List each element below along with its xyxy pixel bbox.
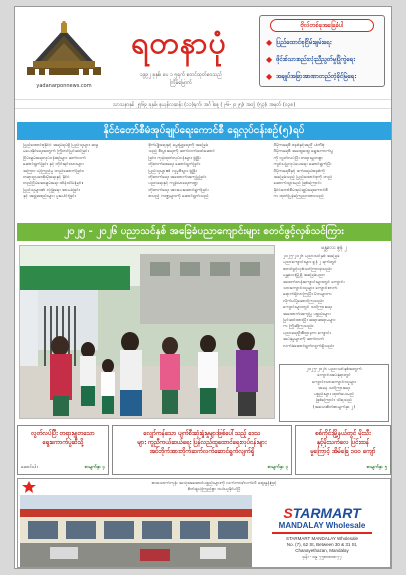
text-line: သည့် စီးပွားရေးကို ဆက်လက်ဖော်ဆောင် — [148, 149, 215, 155]
teaser-title — [299, 429, 387, 456]
text-line: အခမဲ့ သင်ကြားရေး — [318, 385, 350, 391]
newspaper-page — [14, 6, 392, 569]
text-line: အင်တိုက်အားတိုက်ဆက်လက်ဆောင်ရွက်လျက်ရှိ — [149, 448, 255, 455]
text-line: ကျောင်းများတွင် သင်ကြားရေး — [283, 305, 332, 311]
ad-tagline — [42, 481, 386, 493]
teaser-meta — [21, 465, 105, 471]
text-line: ပညာရေးဦးစီးဌာနက ကျောင်း — [283, 330, 331, 336]
text-line: စိုက်ပျိုးရေးနှင့် မွေးမြူရေးကို အခြေခံ — [148, 143, 209, 148]
text-line: ကျင်းပပြုလုပ်ပေးရေး ဆောင်ရွက်ပြီး — [273, 162, 332, 168]
text-line: ကို လွတ်လပ်ပြီး တရားမျှတစွာ — [273, 155, 323, 161]
teaser-title — [21, 429, 105, 447]
text-line: တရားဥပဒေစိုးမိုးရေးနှင့် နိုင်ငံ — [23, 175, 70, 181]
objective-item — [260, 51, 384, 68]
text-line: တိုးတက်စေရေး ဆောင်ရွက်ခြင်း — [148, 162, 201, 168]
text-line: စတင်ဖွင့်လှစ်သင်ကြားခဲ့သည်။ — [283, 266, 332, 272]
ad-header — [18, 479, 390, 495]
starmart-advertisement[interactable] — [17, 478, 391, 568]
teaser-title — [116, 429, 288, 456]
lead-column-1 — [19, 143, 138, 215]
teaser-row — [17, 425, 391, 475]
text-line: နှင့်မိုးသက်လေ ပြင်းထန် — [316, 439, 370, 446]
teaser-box[interactable] — [295, 425, 391, 475]
text-line: မန္တလေးမြို့ရှိ အခြေခံပညာ — [283, 273, 325, 279]
text-line: ကျောင်းသားကျောင်းသူများ — [311, 379, 357, 385]
text-line: No. (7), 62 St, Between 30 & 31 St, — [286, 542, 358, 547]
education-story-text — [279, 245, 389, 419]
text-line: ပြည်ထောင်စုနိုင်ငံ အရပ်ရပ်ရှိ ပြည်သူများ ဆန္ဒ — [23, 143, 98, 148]
text-line: မှုကြောင့် အိမ်ခြေ ၁၀၀ ကျော် — [310, 448, 376, 455]
brand-rest: TARMART — [292, 505, 361, 521]
objective-text: အချုပ်အခြာအာဏာတည်တံ့ခိုင်မြဲရေး — [276, 73, 356, 80]
text-line: လွတ်လပ်ပြီး တရားမျှတသော — [31, 430, 95, 437]
teaser-box[interactable] — [17, 425, 109, 475]
text-line: ကျောင်းအပ်နှံရာတွင် — [317, 373, 351, 379]
teaser-page: စာမျက်နှာ ၅ — [366, 465, 387, 470]
diamond-bullet-icon: ◆ — [266, 38, 273, 47]
text-line: ဖုန်း - ၀၉ ၇၅၈၈၈၈၈၇၇ — [302, 554, 342, 559]
text-line: ၂၀၂၅-၂၀၂၆ ပညာသင်နှစ်အတွက် — [306, 367, 362, 372]
ad-brand-panel — [254, 495, 390, 567]
brand-logo — [254, 505, 390, 521]
text-line: လက်ခံဆောင်ရွက်လျက်ရှိသည်။ — [283, 343, 335, 349]
objective-text: ဖိုင်းစ်သားစည်းလုံးညီညွတ်မှုပြိုကွဲရေး — [276, 56, 355, 63]
objective-text: ပြည်ထောင်စုငြိမ်းချမ်းရေး — [276, 39, 332, 46]
text-line: ပြင်ဆင်ထားပြီး ဆရာဆရာမများ — [283, 318, 336, 324]
text-line: STARMART MANDALAY Wholesale — [285, 536, 359, 541]
text-line: စိတ်ချယုံကြည်စွာ ဝယ်ယူနိုင်ပါပြီ — [187, 487, 241, 492]
text-line: ခြင်း၊ ကုန်ထုတ်လုပ်ငန်းများ ဖွံ့ဖြိုး — [148, 155, 201, 161]
lead-headline[interactable]: နိုင်ငံတော်စီမံအုပ်ချုပ်ရေးကောင်စီ ရှေ့လုပ်ငန်းစဉ်(၅)ရပ် — [17, 122, 391, 140]
text-line: က ကြိုဆိုကြသည်။ — [283, 324, 314, 330]
text-line: (အသေးစိတ်စာမျက်နှာ ၂) — [312, 404, 356, 410]
brand-initial: S — [283, 505, 293, 521]
newspaper-title: ရတနာပုံ — [131, 26, 227, 61]
objective-item — [260, 68, 384, 85]
text-line: ပညာကျောင်းများ ဇွန် ၂ ရက်တွင် — [283, 260, 337, 266]
objective-item — [260, 34, 384, 51]
teaser-box[interactable] — [112, 425, 292, 475]
text-line: နှင့် အဖွဲ့အစည်းများ ပူးပေါင်းခြင်း — [23, 194, 76, 200]
school-opening-photo — [19, 245, 275, 419]
store-photo — [20, 495, 252, 567]
brand-divider — [272, 532, 372, 534]
teaser-meta — [116, 465, 288, 471]
education-headline[interactable]: ၂၀၂၅ - ၂၀၂၆ ပညာသင်နှစ် အခြေခံပညာကျောင်းများ စတင်ဖွင့်လှစ်သင်ကြား — [17, 223, 391, 241]
text-line: တိုးတက်ရေး အားပေးဆောင်ရွက်ခြင်း — [148, 187, 209, 193]
text-line: တည်ငြိမ်အေးချမ်းရေး ထိန်းသိမ်းခြင်း၊ — [23, 181, 84, 187]
text-line: တိုးတက်ရေး အထောက်အကူပြုခြင်း — [148, 175, 207, 181]
text-line: ပစ္စည်းများ ထုတ်ပေးမည် — [313, 392, 355, 398]
text-line: စားသောက်ကုန်၊ အသုံးအဆောင်ပစ္စည်းများကို လက်ကား/လက်လီ ဈေးနှုန်းဖြင့် — [151, 481, 277, 486]
text-line: ပြည်သူများ၏ လုံခြုံရေး အာမခံခြင်း — [23, 187, 80, 193]
teaser-author: ဆောင်းပါး — [21, 465, 38, 470]
byline: မန္တလေး ဇွန် ၂ — [321, 245, 347, 251]
dateline: သာသနာနှစ် ၂၅၆၉ ခုနှစ်၊ နယုန်လဆန်း (၁၁)ရက်၊ အင်္ဂါနေ့ (၂-၆-၂၀၂၅)၊ အတွဲ (၅၃)၊ အမှတ် (၀၃၈) — [15, 99, 392, 109]
text-line: က ထုတ်ပြန်ကြေညာထားသည် — [273, 194, 324, 200]
website-url[interactable]: yadanarponnews.com — [36, 83, 92, 89]
text-line: ဒီမိုကရေစီ စနစ်နှင့်အညီ ပါတီစုံ — [273, 143, 325, 148]
national-objectives-box — [259, 15, 385, 87]
text-line: များ ကူညီကယ်ဆယ်ရေး ပြန်လည်ထူထောင်ရေးလုပ်ငန်းများ — [137, 439, 267, 446]
text-line: ဆောင်ရွက်ခြင်း နှင့် တိုင်းရင်းသားများ — [23, 162, 84, 168]
text-line: အကြား ယုံကြည်မှု တည်ဆောက်ခြင်း၊ — [23, 168, 84, 174]
article-body — [279, 254, 389, 362]
text-line: လျှော်ကန်သော ပျက်စီးဆုံးရှုံးမှုများဖြစ်ပေါ်သည့် ဒေသ — [143, 430, 261, 437]
store-address — [254, 536, 390, 560]
text-line: နိုင်ငံတော်စီမံအုပ်ချုပ်ရေးကောင်စီ — [273, 187, 328, 193]
teaser-page: စာမျက်နှာ ၃ — [267, 465, 288, 470]
text-line: ပြည်သူများ၏ လူမှုစီးပွား ဖွံ့ဖြိုး — [148, 168, 197, 174]
text-line: အခြေခံသည့် ပြည်ထောင်စုကို တည် — [273, 175, 333, 181]
text-line: မဲပေးနိုင်ရေးအတွက် ကြိုတင်ပြင်ဆင်ခြင်း — [23, 149, 89, 155]
text-line: ငြိမ်းချမ်းရေးလုပ်ငန်းစဉ်များ ဆက်လက် — [23, 155, 86, 161]
text-line: ဒီမိုကရေစီနှင့် ဖက်ဒရယ်စနစ်ကို — [273, 168, 325, 174]
masthead — [15, 7, 392, 97]
lead-column-3 — [270, 143, 389, 215]
text-line: အပ်နှံမှုများကို ဆက်လက် — [283, 337, 325, 343]
issue-info — [111, 71, 251, 87]
text-line: ၂၀၂၅-၂၀၂၆ ပညာသင်နှစ် အခြေခံ — [283, 254, 340, 259]
teaser-meta — [299, 465, 387, 471]
text-line: ဖြစ်ကြောင်း သိရသည် — [315, 398, 353, 404]
info-box — [279, 364, 389, 422]
text-line: ပညာရေးနှင့် ကျန်းမာရေးကဏ္ဍ — [148, 181, 198, 187]
brand-subtitle: MANDALAY Wholesale — [278, 521, 366, 530]
text-line: ရောက်ရှိလာကြပြီး မိဘများက — [283, 292, 332, 298]
text-line: ရွေးကောက်ပွဲဆီသို့ — [42, 439, 84, 446]
text-line: ဒီမိုကရေစီ အထွေထွေ ရွေးကောက်ပွဲ — [273, 149, 334, 155]
issue-line: ကြိမ်မြောက် — [169, 80, 193, 86]
text-line: စသည့် ကဏ္ဍများကို ဆောင်ရွက်သည် — [148, 194, 209, 200]
diamond-bullet-icon: ◆ — [266, 72, 273, 81]
text-line: Chanayethazan, Mandalay — [295, 548, 349, 553]
objectives-heading: ဗိုလ်တစ်ခုအခြေခံပါ — [270, 19, 374, 32]
text-line: ဆောက်သွားမည် ဖြစ်ကြောင်း — [273, 181, 322, 187]
lead-story-body — [19, 143, 389, 215]
text-line: အထောက်အကူပြု ပစ္စည်းများ — [283, 311, 331, 317]
diamond-bullet-icon: ◆ — [266, 55, 273, 64]
text-line: လိုက်ပါပို့ဆောင်ကြသည်။ — [283, 298, 324, 304]
pagoda-logo-icon — [25, 21, 103, 77]
text-line: သားကျောင်းသူများ ကျောင်းတက် — [283, 286, 338, 292]
issue-line: ၁၉၉၂ ခုနှစ်၊ ပေ ၁ ၅ရက် စတင်ထုတ်ဝေသည် — [139, 72, 223, 78]
text-line: အထက်တန်းကျောင်းများတွင် ကျောင်း — [283, 279, 345, 285]
star-logo-icon — [22, 481, 36, 493]
teaser-page: စာမျက်နှာ ၄ — [84, 465, 105, 470]
lead-column-2 — [144, 143, 263, 215]
text-line: စစ်ကိုင်းမြို့နယ်တွင် မိုးသီး — [315, 430, 371, 437]
